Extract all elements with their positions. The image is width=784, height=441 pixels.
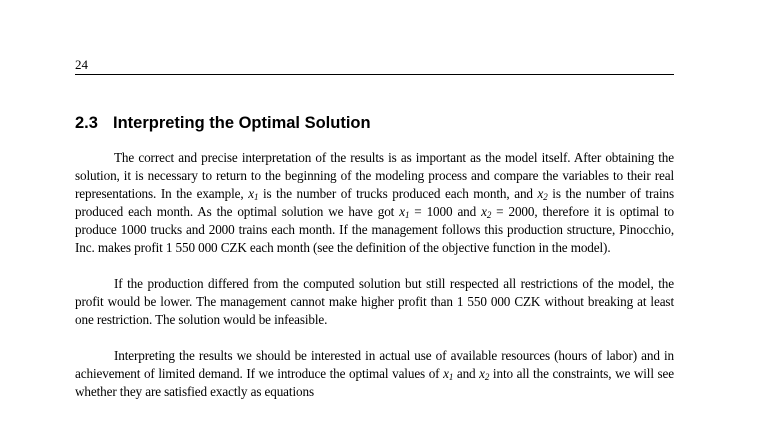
page-number: 24 [75, 57, 88, 72]
variable-x2: $x_2$ [479, 366, 490, 382]
text-run: into all the constraints, we will see whether they are satisfied exactly as equations [75, 366, 674, 399]
variable-x1: $x_1$ [443, 366, 454, 382]
section-heading [75, 113, 674, 133]
text-run: is the number of trucks produced each month, and [258, 186, 538, 201]
text-run: is the number of trains produced each month. As the optimal solution we have got [75, 186, 674, 219]
paragraph-3 [75, 347, 674, 401]
text-run: = 2000, therefore it is optimal to produce 1000 trucks and 2000 trains each month. If the management follows this production structure, Pinocchio, Inc. makes profit 1 550 000 CZK each month (see the definition of the objective function in the model). [75, 204, 674, 255]
text-run: and [453, 366, 480, 381]
variable-x2: $x_2$ [537, 186, 548, 202]
text-run: Interpreting the results we should be interested in actual use of available resources (hours of labor) and in achievement of limited demand. If we introduce the optimal values of [75, 348, 674, 381]
text-run: The correct and precise interpretation of the results is as important as the model itself. After obtaining the solution, it is necessary to return to the beginning of the modeling process and compare the variables to their real representations. In the example, [75, 150, 674, 201]
variable-x1: $x_1$ [399, 204, 410, 220]
body-text [75, 149, 674, 419]
text-run: = 1000 and [409, 204, 482, 219]
section-title: Interpreting the Optimal Solution [113, 114, 371, 132]
page-header [75, 57, 674, 75]
paragraph-2: If the production differed from the computed solution but still respected all restrictions of the model, the profit would be lower. The management cannot make higher profit than 1 550 000 CZK without breaking at least one restriction. The solution would be infeasible. [75, 276, 674, 327]
section-number: 2.3 [75, 114, 98, 132]
variable-x2: $x_2$ [481, 204, 492, 220]
paragraph-1 [75, 149, 674, 257]
variable-x1: $x_1$ [248, 186, 259, 202]
